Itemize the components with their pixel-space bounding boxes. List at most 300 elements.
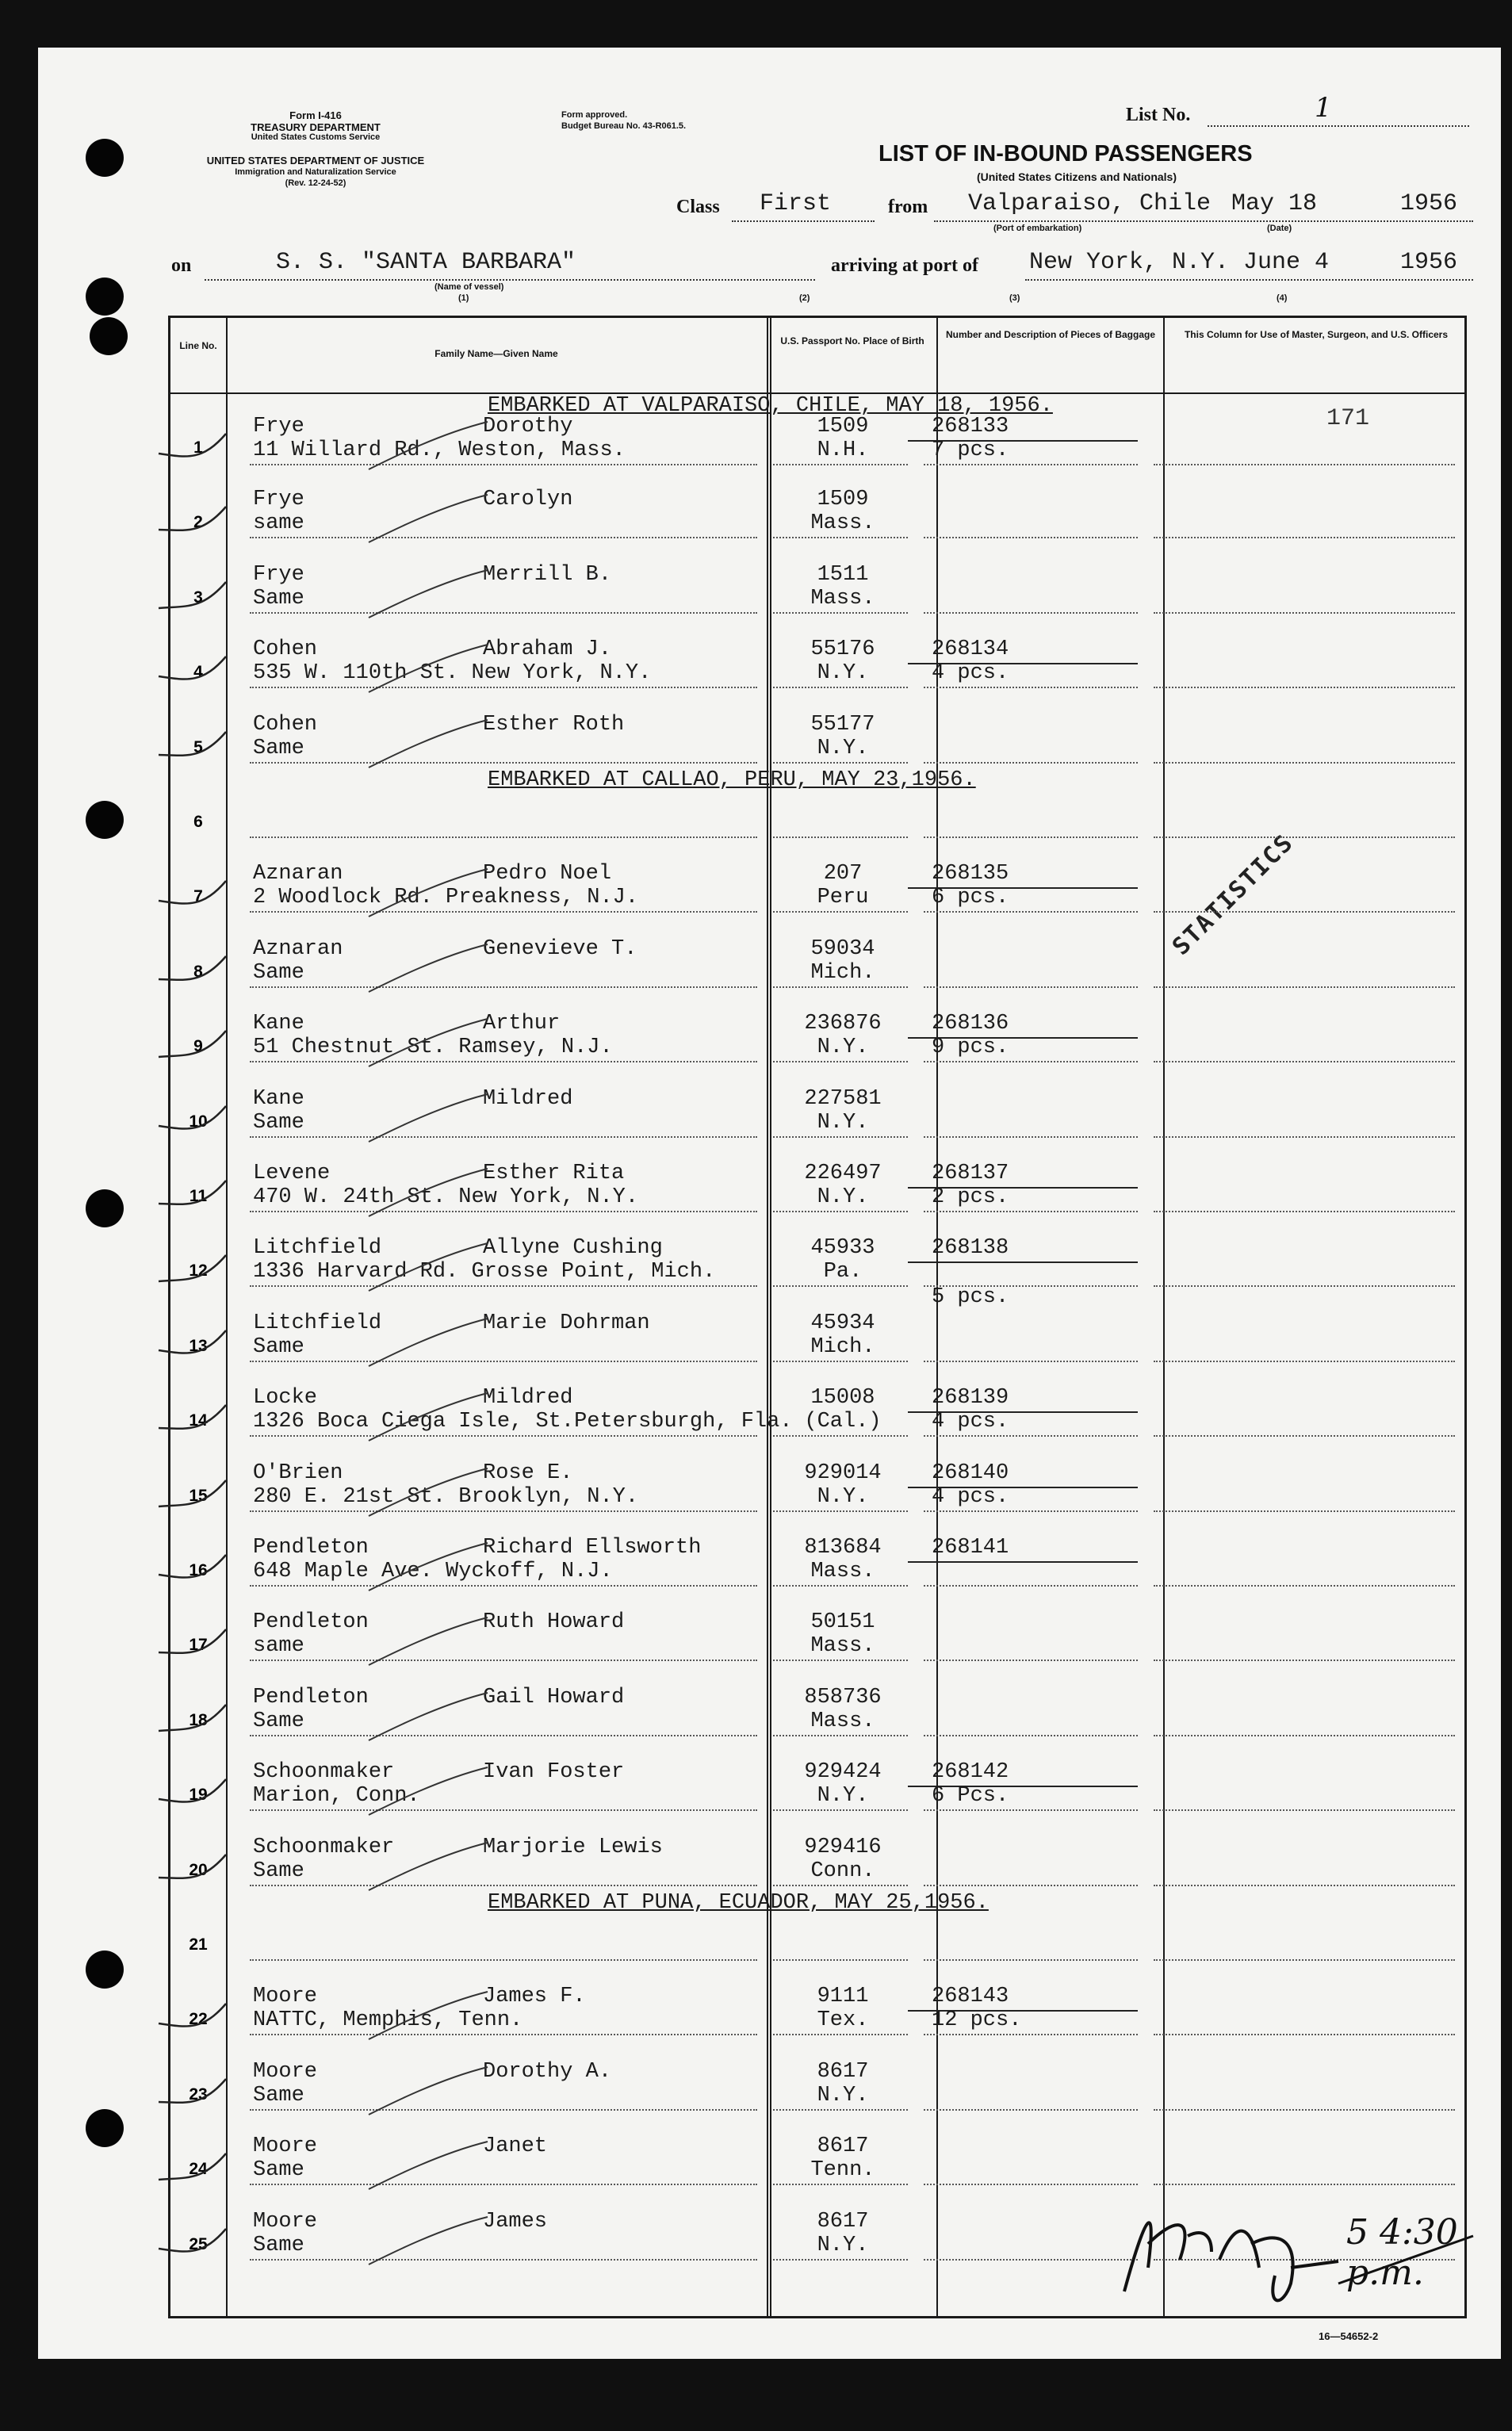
binder-hole [86,1189,124,1227]
check-mark [155,1165,757,1220]
passport-number: 8617 [817,2059,869,2084]
line-number: 11 [189,1187,208,1205]
birth-place: N.Y. [817,2233,869,2257]
form-approved: Form approved. [561,110,628,120]
check-mark [155,1389,757,1445]
birth-place: N.Y. [817,661,869,686]
row-dotted-rule [773,1885,908,1886]
check-mark [155,2213,757,2268]
baggage-underline [908,1561,1138,1563]
baggage-number: 268141 [932,1536,1009,1560]
date-caption: (Date) [1267,224,1292,233]
row-dotted-rule [924,464,1138,465]
passport-number: 1511 [817,562,869,587]
family-name: Kane [253,1012,304,1036]
baggage-number: 268135 [932,862,1009,886]
baggage-number: 268134 [932,637,1009,662]
check-mark [155,1988,757,2043]
list-no-value: 1 [1315,92,1332,124]
given-name: Esther Roth [483,712,625,737]
table-row [170,1442,1464,1517]
passport-number: 45934 [810,1311,875,1335]
class-value: First [760,190,832,217]
birth-place: Mass. [810,586,875,611]
embarkation-heading: EMBARKED AT CALLAO, PERU, MAY 23,1956. [488,768,976,792]
baggage-number: 268143 [932,1985,1009,2009]
given-name: Dorothy [483,415,573,438]
address: 535 W. 110th St. New York, N.Y. [253,661,652,686]
arrival-date: June 4 [1243,249,1330,276]
given-name: Ruth Howard [483,1610,625,1635]
row-dotted-rule [250,1959,757,1961]
row-dotted-rule [773,1660,908,1661]
line-number: 14 [189,1411,208,1430]
check-mark [155,2063,757,2119]
passport-number: 15008 [810,1386,875,1411]
table-row [170,1517,1464,1591]
family-name: Moore [253,2134,318,2159]
row-dotted-rule [924,1735,1138,1736]
form-code: 16—54652-2 [1319,2330,1379,2342]
row-dotted-rule [924,1435,1138,1437]
row-dotted-rule [924,1885,1138,1886]
baggage-underline [908,1261,1138,1263]
check-mark [155,1015,757,1070]
baggage-description: 9 pcs. [932,1036,1009,1060]
given-name: Allyne Cushing [483,1236,663,1261]
baggage-description: 4 pcs. [932,1410,1009,1434]
family-name: Pendleton [253,1685,369,1709]
table-row [170,1217,1464,1310]
baggage-description: 4 pcs. [932,1484,1009,1509]
row-dotted-rule [924,1660,1138,1661]
row-dotted-rule [773,986,908,988]
officer-number: 171 [1326,405,1370,432]
birth-place: Conn. [810,1859,875,1883]
birth-place: N.Y. [817,1484,869,1509]
embarkation-port: Valparaiso, Chile [968,190,1212,217]
doj-line: UNITED STATES DEPARTMENT OF JUSTICE [206,155,425,167]
header-officers: This Column for Use of Master, Surgeon, and U.S. Officers [1184,329,1449,340]
passport-number: 8617 [817,2134,869,2159]
birth-place: N.Y. [817,1185,869,1209]
given-name: Marjorie Lewis [483,1835,663,1859]
table-row [170,394,1464,469]
row-dotted-rule [1154,1285,1455,1287]
col1-caption: (1) [458,293,469,303]
check-mark [155,1689,757,1744]
given-name: Pedro Noel [483,862,612,886]
row-dotted-rule [1154,1061,1455,1062]
row-dotted-rule [924,1136,1138,1138]
class-line [732,220,875,222]
header-baggage: Number and Description of Pieces of Baggage [945,329,1156,340]
line-number: 6 [193,813,203,831]
line-number: 23 [189,2085,208,2104]
check-mark [155,491,757,546]
row-dotted-rule [1154,1211,1455,1212]
passport-number: 59034 [810,936,875,961]
given-name: Carolyn [483,488,573,512]
baggage-description: 6 pcs. [932,886,1009,910]
row-dotted-rule [1154,2109,1455,2111]
passport-number: 1509 [817,415,869,438]
embarkation-heading: EMBARKED AT VALPARAISO, CHILE, MAY 18, 1956. [488,394,1053,418]
line-number: 12 [189,1261,208,1281]
embarkation-year: 1956 [1400,190,1458,217]
given-name: James F. [483,1985,586,2009]
line-number: 21 [189,1935,208,1954]
birth-place: Tex. [817,2008,869,2033]
list-no-line [1208,125,1469,127]
given-name: Richard Ellsworth [483,1536,702,1560]
address: 1326 Boca Ciega Isle, St.Petersburgh, Fla. [253,1410,793,1434]
given-name: Rose E. [483,1461,573,1485]
check-mark [155,1090,757,1146]
row-dotted-rule [1154,1510,1455,1512]
row-dotted-rule [773,1211,908,1212]
birth-place: Mich. [810,960,875,985]
row-dotted-rule [1154,911,1455,913]
address: 470 W. 24th St. New York, N.Y. [253,1185,639,1209]
birth-place: Pa. [823,1260,863,1284]
row-dotted-rule [773,2034,908,2035]
passport-number: 929014 [804,1461,882,1485]
row-dotted-rule [924,1959,1138,1961]
check-mark [155,418,757,473]
line-number: 8 [193,962,203,981]
header-line-no: Line No. [179,340,217,351]
row-dotted-rule [1154,1435,1455,1437]
birth-place: Tenn. [810,2158,875,2183]
on-label: on [171,255,192,276]
treasury-line: TREASURY DEPARTMENT [251,121,381,133]
binder-hole [86,1951,124,1989]
family-name: Frye [253,562,304,587]
table-row [170,2041,1464,2115]
row-dotted-rule [924,612,1138,614]
line-number: 9 [193,1037,203,1056]
given-name: Ivan Foster [483,1760,625,1785]
address: Same [253,586,304,611]
table-row [170,843,1464,917]
row-dotted-rule [1154,537,1455,538]
row-dotted-rule [773,464,908,465]
given-name: Gail Howard [483,1685,625,1709]
family-name: Cohen [253,637,318,662]
row-dotted-rule [1154,1660,1455,1661]
passport-number: 226497 [804,1162,882,1185]
address: NATTC, Memphis, Tenn. [253,2008,523,2033]
col4-caption: (4) [1277,293,1288,303]
col2-caption: (2) [799,293,810,303]
address: Same [253,1110,304,1135]
baggage-number: 268133 [932,415,1009,438]
row-dotted-rule [1154,1585,1455,1587]
signature-time: 5 4:30 p.m. [1346,2212,1458,2293]
address: Same [253,960,304,985]
family-name: Locke [253,1386,318,1411]
arrival-port: New York, N.Y. [1029,249,1230,276]
vessel-name: S. S. "SANTA BARBARA" [276,249,576,276]
line-number: 2 [193,513,203,532]
check-mark [155,1539,757,1595]
row-dotted-rule [1154,464,1455,465]
row-dotted-rule [924,1361,1138,1362]
birth-place: Mass. [810,1634,875,1659]
line-number: 13 [189,1336,208,1355]
arrival-year: 1956 [1400,249,1458,276]
table-row [170,618,1464,693]
table-row [170,993,1464,1067]
given-name: Merrill B. [483,562,612,587]
address: Same [253,1334,304,1359]
revision-line: (Rev. 12-24-52) [285,178,346,188]
passport-number: 227581 [804,1086,882,1111]
row-dotted-rule [773,1959,908,1961]
given-name: Mildred [483,1086,573,1111]
embarkation-heading: EMBARKED AT PUNA, ECUADOR, MAY 25,1956. [488,1891,989,1915]
given-name: Arthur [483,1012,561,1036]
baggage-number: 268140 [932,1461,1009,1485]
table-row [170,1367,1464,1441]
baggage-description: 12 pcs. [932,2008,1022,2033]
table-row [170,1143,1464,1217]
address: Same [253,2158,304,2183]
row-dotted-rule [1154,612,1455,614]
document-subtitle: (United States Citizens and Nationals) [976,170,1177,183]
address: Same [253,1859,304,1883]
row-dotted-rule [1154,836,1455,838]
birth-place: N.Y. [817,1110,869,1135]
line-number: 7 [193,887,203,906]
document-title: LIST OF IN-BOUND PASSENGERS [878,141,1253,167]
passport-number: 45933 [810,1236,875,1261]
family-name: Schoonmaker [253,1835,395,1859]
family-name: O'Brien [253,1461,343,1485]
check-mark [155,716,757,771]
given-name: Genevieve T. [483,936,637,961]
family-name: Aznaran [253,936,343,961]
passport-number: 8617 [817,2209,869,2234]
line-number: 1 [193,438,203,457]
header-passport: U.S. Passport No. Place of Birth [780,335,924,346]
birth-place: N.Y. [817,2083,869,2108]
row-dotted-rule [773,687,908,688]
baggage-number: 268142 [932,1760,1009,1785]
family-name: Frye [253,415,304,438]
line-number: 17 [189,1636,208,1655]
arriving-label: arriving at port of [831,255,978,276]
passport-number: 929424 [804,1760,882,1785]
passport-number: 50151 [810,1610,875,1635]
passport-number: 207 [823,862,863,886]
check-mark [155,566,757,622]
row-dotted-rule [924,2109,1138,2111]
family-name: Schoonmaker [253,1760,395,1785]
row-dotted-rule [773,1809,908,1811]
arrival-line [1025,279,1473,281]
family-name: Litchfield [253,1236,382,1261]
row-dotted-rule [773,762,908,764]
address: 11 Willard Rd., Weston, Mass. [253,438,626,462]
check-mark [155,865,757,921]
address: 51 Chestnut St. Ramsey, N.J. [253,1036,613,1060]
row-dotted-rule [1154,762,1455,764]
row-dotted-rule [1154,1735,1455,1736]
statistics-stamp: STATISTICS [1167,829,1300,961]
family-name: Cohen [253,712,318,737]
address: same [253,1634,304,1659]
row-dotted-rule [773,1285,908,1287]
birth-place: N.Y. [817,1784,869,1809]
check-mark [155,1239,757,1295]
line-number: 10 [189,1112,208,1131]
birth-place: N.Y. [817,736,869,760]
row-dotted-rule [924,762,1138,764]
list-no-label: List No. [1126,105,1191,125]
birth-place: Mass. [810,1560,875,1583]
given-name: Mildred [483,1386,573,1411]
passport-number: 9111 [817,1985,869,2009]
row-dotted-rule [773,1136,908,1138]
binder-hole [90,317,128,355]
row-dotted-rule [924,1061,1138,1062]
table-row [170,1068,1464,1143]
birth-place: Mass. [810,511,875,536]
birth-place: Mass. [810,1709,875,1733]
line-number: 24 [189,2160,208,2179]
row-dotted-rule [773,1361,908,1362]
address: Marion, Conn. [253,1784,420,1809]
row-dotted-rule [924,1585,1138,1587]
row-dotted-rule [1154,1959,1455,1961]
line-number: 19 [189,1786,208,1805]
manifest-page [38,48,1501,2359]
baggage-description: 2 pcs. [932,1185,1009,1209]
table-row [170,1292,1464,1367]
row-dotted-rule [773,1510,908,1512]
given-name: Marie Dohrman [483,1311,650,1335]
table-row [170,2115,1464,2190]
birth-place: Peru [817,886,869,910]
baggage-description: 5 pcs. [932,1285,1009,1310]
line-number: 20 [189,1860,208,1879]
row-dotted-rule [773,1585,908,1587]
row-dotted-rule [1154,1361,1455,1362]
check-mark [155,1839,757,1894]
row-dotted-rule [773,537,908,538]
passport-number: 236876 [804,1012,882,1036]
budget-bureau: Budget Bureau No. 43-R061.5. [561,121,687,131]
row-dotted-rule [924,911,1138,913]
binder-hole [86,801,124,839]
given-name: James [483,2209,548,2234]
row-dotted-rule [924,836,1138,838]
address: Same [253,736,304,760]
binder-hole [86,2109,124,2147]
form-number: Form I-416 [289,109,342,121]
embarkation-date: May 18 [1231,190,1318,217]
row-dotted-rule [773,1735,908,1736]
port-caption: (Port of embarkation) [993,224,1082,233]
row-dotted-rule [924,1211,1138,1212]
line-number: 15 [189,1486,208,1505]
line-number: 18 [189,1710,208,1729]
table-row [170,1817,1464,1891]
check-mark [155,2138,757,2193]
birth-place: N.H. [817,438,869,462]
birth-place: N.Y. [817,1036,869,1060]
family-name: Moore [253,2059,318,2084]
family-name: Pendleton [253,1536,369,1560]
line-number: 25 [189,2234,208,2253]
binder-hole [86,278,124,316]
baggage-number: 268139 [932,1386,1009,1411]
table-row [170,1966,1464,2040]
row-dotted-rule [773,2184,908,2185]
row-dotted-rule [1154,2034,1455,2035]
row-dotted-rule [773,911,908,913]
table-row [170,918,1464,993]
row-dotted-rule [1154,1809,1455,1811]
birth-place: Mich. [810,1334,875,1359]
row-dotted-rule [773,2259,908,2261]
row-dotted-rule [924,2034,1138,2035]
row-dotted-rule [773,1435,908,1437]
address: 1336 Harvard Rd. Grosse Point, Mich. [253,1260,716,1284]
row-dotted-rule [1154,687,1455,688]
row-dotted-rule [250,836,757,838]
family-name: Frye [253,488,304,512]
line-number: 5 [193,737,203,756]
baggage-number: 268137 [932,1162,1009,1185]
check-mark [155,1614,757,1669]
given-name: Esther Rita [483,1162,625,1185]
row-dotted-rule [773,2109,908,2111]
from-label: from [888,197,928,217]
passport-number: 929416 [804,1835,882,1859]
row-dotted-rule [924,687,1138,688]
table-row [170,544,1464,618]
row-dotted-rule [773,1061,908,1062]
check-mark [155,1315,757,1370]
customs-line: United States Customs Service [251,132,381,142]
header-name: Family Name—Given Name [434,348,558,359]
table-row [170,768,1464,843]
line-number: 16 [189,1561,208,1579]
row-dotted-rule [924,1809,1138,1811]
check-mark [155,940,757,996]
address: 280 E. 21st St. Brooklyn, N.Y. [253,1484,639,1509]
line-number: 3 [193,588,203,607]
family-name: Litchfield [253,1311,382,1335]
check-mark [155,1763,757,1819]
row-dotted-rule [773,836,908,838]
family-name: Levene [253,1162,331,1185]
address: Same [253,1709,304,1733]
table-row [170,1891,1464,1966]
vessel-line [205,279,815,281]
row-dotted-rule [1154,1885,1455,1886]
row-dotted-rule [1154,2184,1455,2185]
check-mark [155,1464,757,1520]
vessel-caption: (Name of vessel) [434,282,504,292]
baggage-number: 268138 [932,1236,1009,1261]
check-mark [155,641,757,696]
birth-place: (Cal.) [804,1410,882,1434]
class-label: Class [676,197,720,217]
